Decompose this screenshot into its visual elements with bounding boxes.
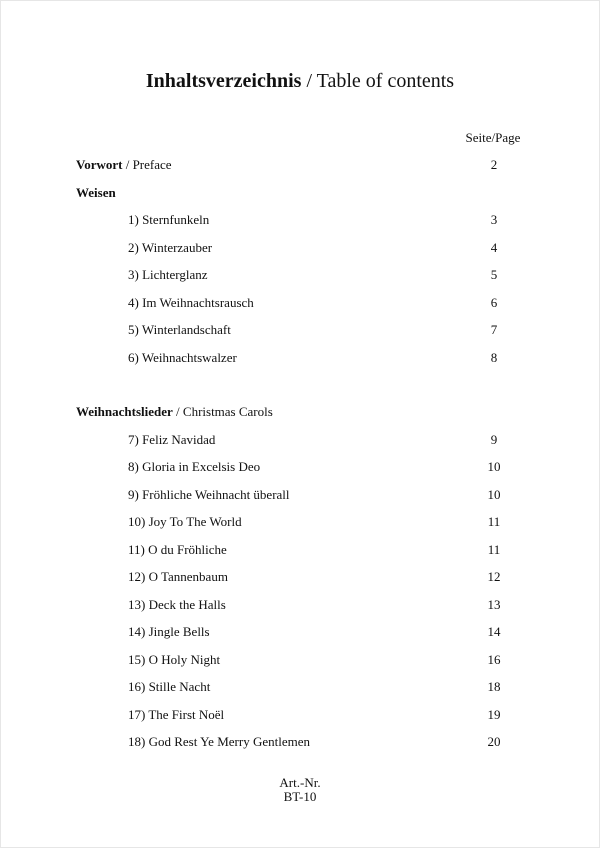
toc-page-number: 12 xyxy=(487,569,501,584)
toc-entry[interactable] xyxy=(0,624,600,642)
toc-page-number: 11 xyxy=(487,542,501,557)
toc-entry[interactable] xyxy=(0,569,600,587)
toc-entry[interactable] xyxy=(0,679,600,697)
toc-entry[interactable] xyxy=(0,267,600,285)
toc-entry-title: 1) Sternfunkeln xyxy=(128,212,210,227)
toc-entry-title: 3) Lichterglanz xyxy=(128,267,208,282)
toc-page-number: 7 xyxy=(490,322,498,337)
toc-entry-title: 14) Jingle Bells xyxy=(128,624,210,639)
toc-label-bold: Vorwort xyxy=(76,157,123,172)
title-english: / Table of contents xyxy=(301,70,455,92)
toc-page-number: 5 xyxy=(490,267,498,282)
toc-page-number: 3 xyxy=(490,212,498,227)
toc-entry[interactable] xyxy=(0,707,600,725)
toc-page-number: 13 xyxy=(487,597,501,612)
toc-section-label xyxy=(76,185,116,201)
toc-entry[interactable] xyxy=(0,432,600,450)
toc-entry[interactable] xyxy=(0,487,600,505)
toc-entry-title: 13) Deck the Halls xyxy=(128,597,226,612)
toc-section-label-bold: Weihnachtslieder xyxy=(76,404,173,419)
toc-entry-title: 12) O Tannenbaum xyxy=(128,569,228,584)
toc-entry[interactable] xyxy=(0,542,600,560)
toc-entry-title: 10) Joy To The World xyxy=(128,514,242,529)
toc-entry-title: 4) Im Weihnachtsrausch xyxy=(128,295,254,310)
toc-page-number: 19 xyxy=(487,707,501,722)
toc-page-number: 18 xyxy=(487,679,501,694)
toc-entry-title: 15) O Holy Night xyxy=(128,652,221,667)
toc-section-label-bold: Weisen xyxy=(76,185,116,200)
toc-entry[interactable] xyxy=(0,514,600,532)
toc-page-number: 9 xyxy=(490,432,498,447)
toc-entry[interactable] xyxy=(0,350,600,368)
toc-label-rest: / Preface xyxy=(122,157,172,172)
toc-entry[interactable] xyxy=(0,322,600,340)
toc-entry[interactable] xyxy=(0,212,600,230)
toc-page-number: 11 xyxy=(487,514,501,529)
title-german: Inhaltsverzeichnis xyxy=(145,70,302,92)
toc-label xyxy=(76,157,172,173)
toc-section-heading xyxy=(0,185,600,203)
toc-section-label xyxy=(76,404,273,420)
toc-page-number: 14 xyxy=(487,624,501,639)
toc-page-number: 16 xyxy=(487,652,501,667)
page-column-header: Seite/Page xyxy=(465,130,521,145)
article-number-value: BT-10 xyxy=(283,789,317,804)
toc-page-number: 2 xyxy=(490,157,498,172)
toc-page-number: 4 xyxy=(490,240,498,255)
toc-entry-title: 6) Weihnachtswalzer xyxy=(128,350,237,365)
toc-entry-title: 8) Gloria in Excelsis Deo xyxy=(128,459,261,474)
toc-row-preface[interactable] xyxy=(0,157,600,175)
toc-entry[interactable] xyxy=(0,240,600,258)
toc-section-label-rest: / Christmas Carols xyxy=(172,404,273,419)
toc-entry[interactable] xyxy=(0,652,600,670)
toc-entry-title: 7) Feliz Navidad xyxy=(128,432,216,447)
toc-page-number: 10 xyxy=(487,459,501,474)
toc-entry-title: 18) God Rest Ye Merry Gentlemen xyxy=(128,734,310,749)
toc-entry[interactable] xyxy=(0,459,600,477)
page-title xyxy=(0,70,600,93)
toc-entry-title: 2) Winterzauber xyxy=(128,240,213,255)
toc-page-number: 6 xyxy=(490,295,498,310)
toc-section-heading xyxy=(0,404,600,422)
toc-page-number: 10 xyxy=(487,487,501,502)
toc-entry-title: 11) O du Fröhliche xyxy=(128,542,227,557)
toc-page-number: 8 xyxy=(490,350,498,365)
toc-entry[interactable] xyxy=(0,597,600,615)
toc-page-number: 20 xyxy=(487,734,501,749)
article-number-label: Art.-Nr. xyxy=(279,775,321,790)
toc-entry[interactable] xyxy=(0,734,600,752)
article-number xyxy=(0,776,600,804)
toc-entry-title: 17) The First Noël xyxy=(128,707,225,722)
toc-entry[interactable] xyxy=(0,295,600,313)
toc-entry-title: 5) Winterlandschaft xyxy=(128,322,231,337)
toc-entry-title: 9) Fröhliche Weihnacht überall xyxy=(128,487,290,502)
toc-entry-title: 16) Stille Nacht xyxy=(128,679,211,694)
